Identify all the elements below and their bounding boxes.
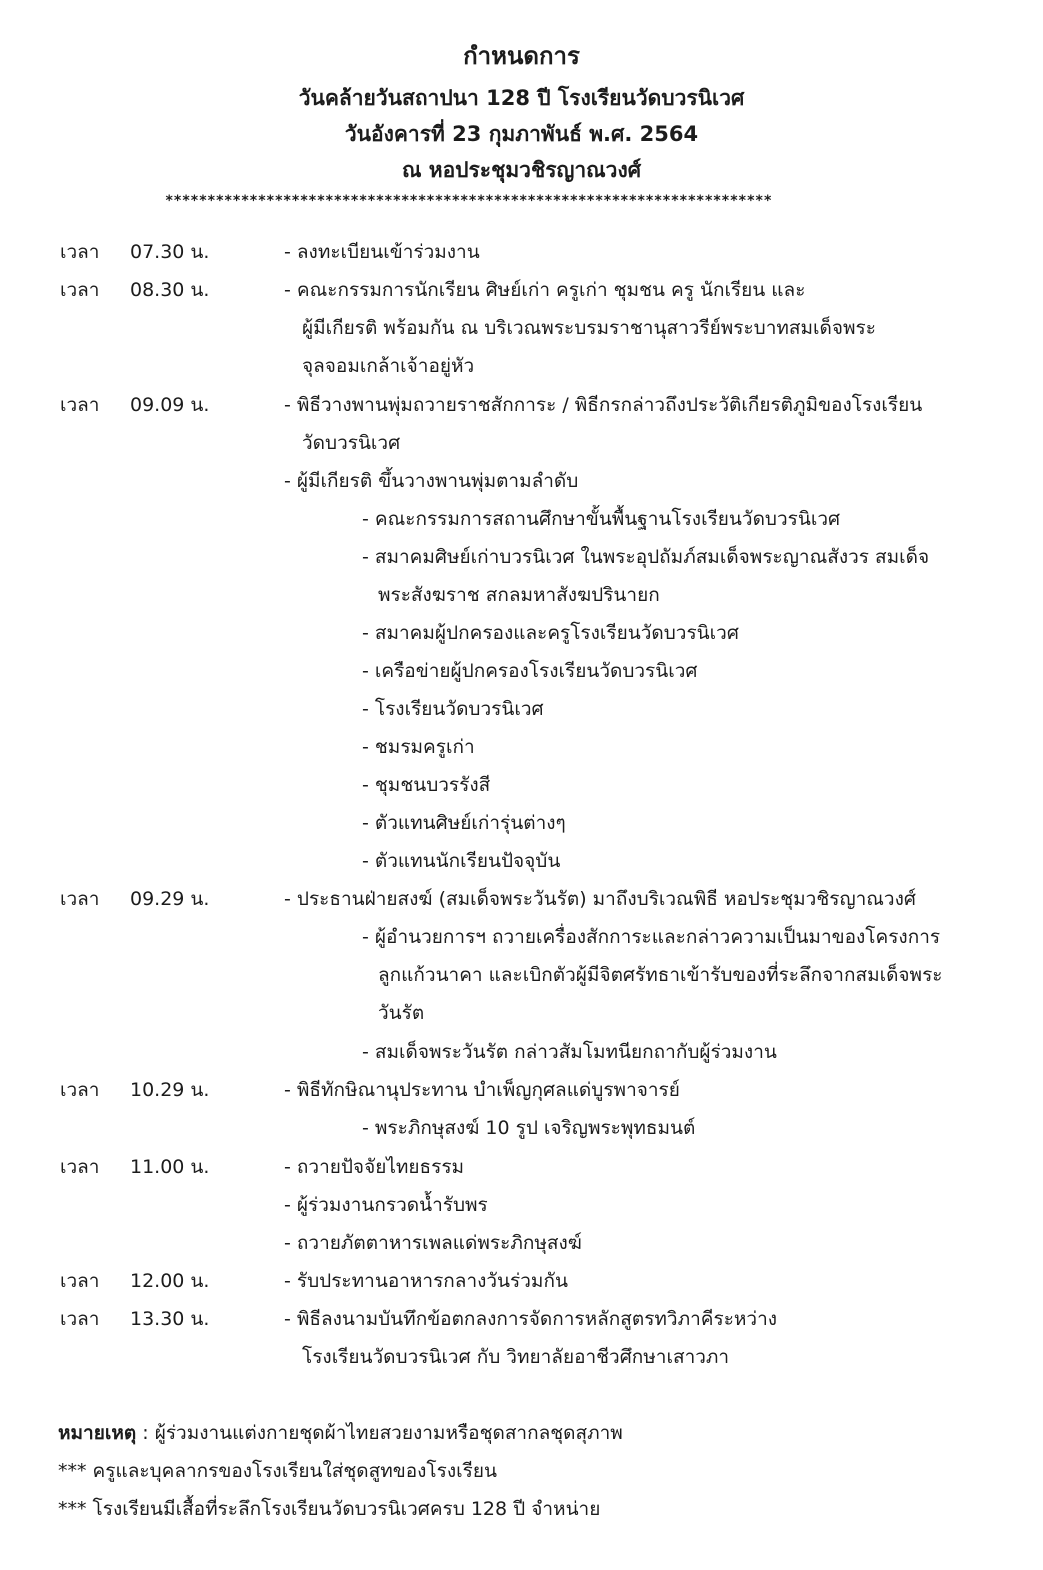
- time-label: เวลา: [60, 394, 100, 416]
- time-label: เวลา: [60, 241, 100, 263]
- schedule-subline: - ชุมชนบวรรังสี: [362, 774, 491, 796]
- schedule-line: - ลงทะเบียนเข้าร่วมงาน: [284, 241, 480, 263]
- schedule-subline: - ชมรมครูเก่า: [362, 736, 475, 758]
- schedule-subline: ลูกแก้วนาคา และเบิกตัวผู้มีจิตศรัทธาเข้ารับของที่ระลึกจากสมเด็จพระ: [378, 964, 943, 986]
- schedule-line: - รับประทานอาหารกลางวันร่วมกัน: [284, 1270, 568, 1292]
- schedule-subline: - ผู้อำนวยการฯ ถวายเครื่องสักการะและกล่าวความเป็นมาของโครงการ: [362, 926, 941, 948]
- schedule-line: โรงเรียนวัดบวรนิเวศ กับ วิทยาลัยอาชีวศึกษาเสาวภา: [302, 1346, 730, 1368]
- schedule-line: จุลจอมเกล้าเจ้าอยู่หัว: [302, 355, 475, 377]
- subtitle-line-3: ณ หอประชุมวชิรญาณวงศ์: [401, 158, 642, 182]
- time-value: 11.00 น.: [130, 1156, 210, 1178]
- schedule-subline: พระสังฆราช สกลมหาสังฆปรินายก: [378, 584, 660, 606]
- page-title: กำหนดการ: [463, 42, 580, 70]
- time-value: 08.30 น.: [130, 279, 210, 301]
- time-value: 09.29 น.: [130, 888, 210, 910]
- time-label: เวลา: [60, 888, 100, 910]
- note-heading: หมายเหตุ: [58, 1422, 137, 1444]
- schedule-subline: - โรงเรียนวัดบวรนิเวศ: [362, 698, 544, 720]
- note-line-3: *** โรงเรียนมีเสื้อที่ระลึกโรงเรียนวัดบวรนิเวศครบ 128 ปี จำหน่าย: [58, 1498, 601, 1520]
- subtitle-line-2: วันอังคารที่ 23 กุมภาพันธ์ พ.ศ. 2564: [344, 122, 699, 146]
- schedule-subline: - สมาคมผู้ปกครองและครูโรงเรียนวัดบวรนิเวศ: [362, 622, 739, 644]
- schedule-line: - ถวายภัตตาหารเพลแด่พระภิกษุสงฆ์: [284, 1232, 582, 1254]
- time-value: 07.30 น.: [130, 241, 210, 263]
- schedule-subline: - สมเด็จพระวันรัต กล่าวสัมโมทนียกถากับผู้ร่วมงาน: [362, 1041, 777, 1063]
- schedule-line: - ถวายปัจจัยไทยธรรม: [284, 1156, 465, 1178]
- time-label: เวลา: [60, 1079, 100, 1101]
- schedule-subline: - พระภิกษุสงฆ์ 10 รูป เจริญพระพุทธมนต์: [362, 1117, 696, 1139]
- schedule-line: วัดบวรนิเวศ: [302, 432, 401, 454]
- separator-stars: ************************************************************************: [165, 193, 772, 209]
- schedule-line: - ประธานฝ่ายสงฆ์ (สมเด็จพระวันรัต) มาถึงบริเวณพิธี หอประชุมวชิรญาณวงศ์: [284, 888, 916, 910]
- time-value: 09.09 น.: [130, 394, 210, 416]
- time-label: เวลา: [60, 279, 100, 301]
- note-text: : ผู้ร่วมงานแต่งกายชุดผ้าไทยสวยงามหรือชุดสากลชุดสุภาพ: [136, 1422, 623, 1444]
- schedule-subline: - คณะกรรมการสถานศึกษาขั้นพื้นฐานโรงเรียนวัดบวรนิเวศ: [362, 508, 841, 530]
- schedule-line: - พิธีวางพานพุ่มถวายราชสักการะ / พิธีกรกล่าวถึงประวัติเกียรติภูมิของโรงเรียน: [284, 394, 923, 416]
- note-line-1: [58, 1421, 623, 1445]
- schedule-line: - พิธีลงนามบันทึกข้อตกลงการจัดการหลักสูตรทวิภาคีระหว่าง: [284, 1308, 778, 1330]
- time-value: 12.00 น.: [130, 1270, 210, 1292]
- schedule-line: - พิธีทักษิณานุประทาน บำเพ็ญกุศลแด่บูรพาจารย์: [284, 1079, 680, 1101]
- schedule-line: ผู้มีเกียรติ พร้อมกัน ณ บริเวณพระบรมราชานุสาวรีย์พระบาทสมเด็จพระ: [302, 317, 876, 339]
- schedule-subline: - ตัวแทนนักเรียนปัจจุบัน: [362, 850, 561, 872]
- schedule-line: - ผู้ร่วมงานกรวดน้ำรับพร: [284, 1194, 488, 1216]
- note-line-2: *** ครูและบุคลากรของโรงเรียนใส่ชุดสูทของโรงเรียน: [58, 1460, 497, 1482]
- time-value: 10.29 น.: [130, 1079, 210, 1101]
- time-label: เวลา: [60, 1308, 100, 1330]
- schedule-line: - คณะกรรมการนักเรียน ศิษย์เก่า ครูเก่า ชุมชน ครู นักเรียน และ: [284, 279, 806, 301]
- schedule-subline: วันรัต: [378, 1002, 425, 1024]
- time-label: เวลา: [60, 1156, 100, 1178]
- schedule-line: - ผู้มีเกียรติ ขึ้นวางพานพุ่มตามลำดับ: [284, 470, 579, 492]
- schedule-subline: - เครือข่ายผู้ปกครองโรงเรียนวัดบวรนิเวศ: [362, 660, 698, 682]
- schedule-subline: - ตัวแทนศิษย์เก่ารุ่นต่างๆ: [362, 812, 566, 834]
- time-value: 13.30 น.: [130, 1308, 210, 1330]
- subtitle-line-1: วันคล้ายวันสถาปนา 128 ปี โรงเรียนวัดบวรนิเวศ: [298, 86, 745, 110]
- schedule-subline: - สมาคมศิษย์เก่าบวรนิเวศ ในพระอุปถัมภ์สมเด็จพระญาณสังวร สมเด็จ: [362, 546, 930, 568]
- time-label: เวลา: [60, 1270, 100, 1292]
